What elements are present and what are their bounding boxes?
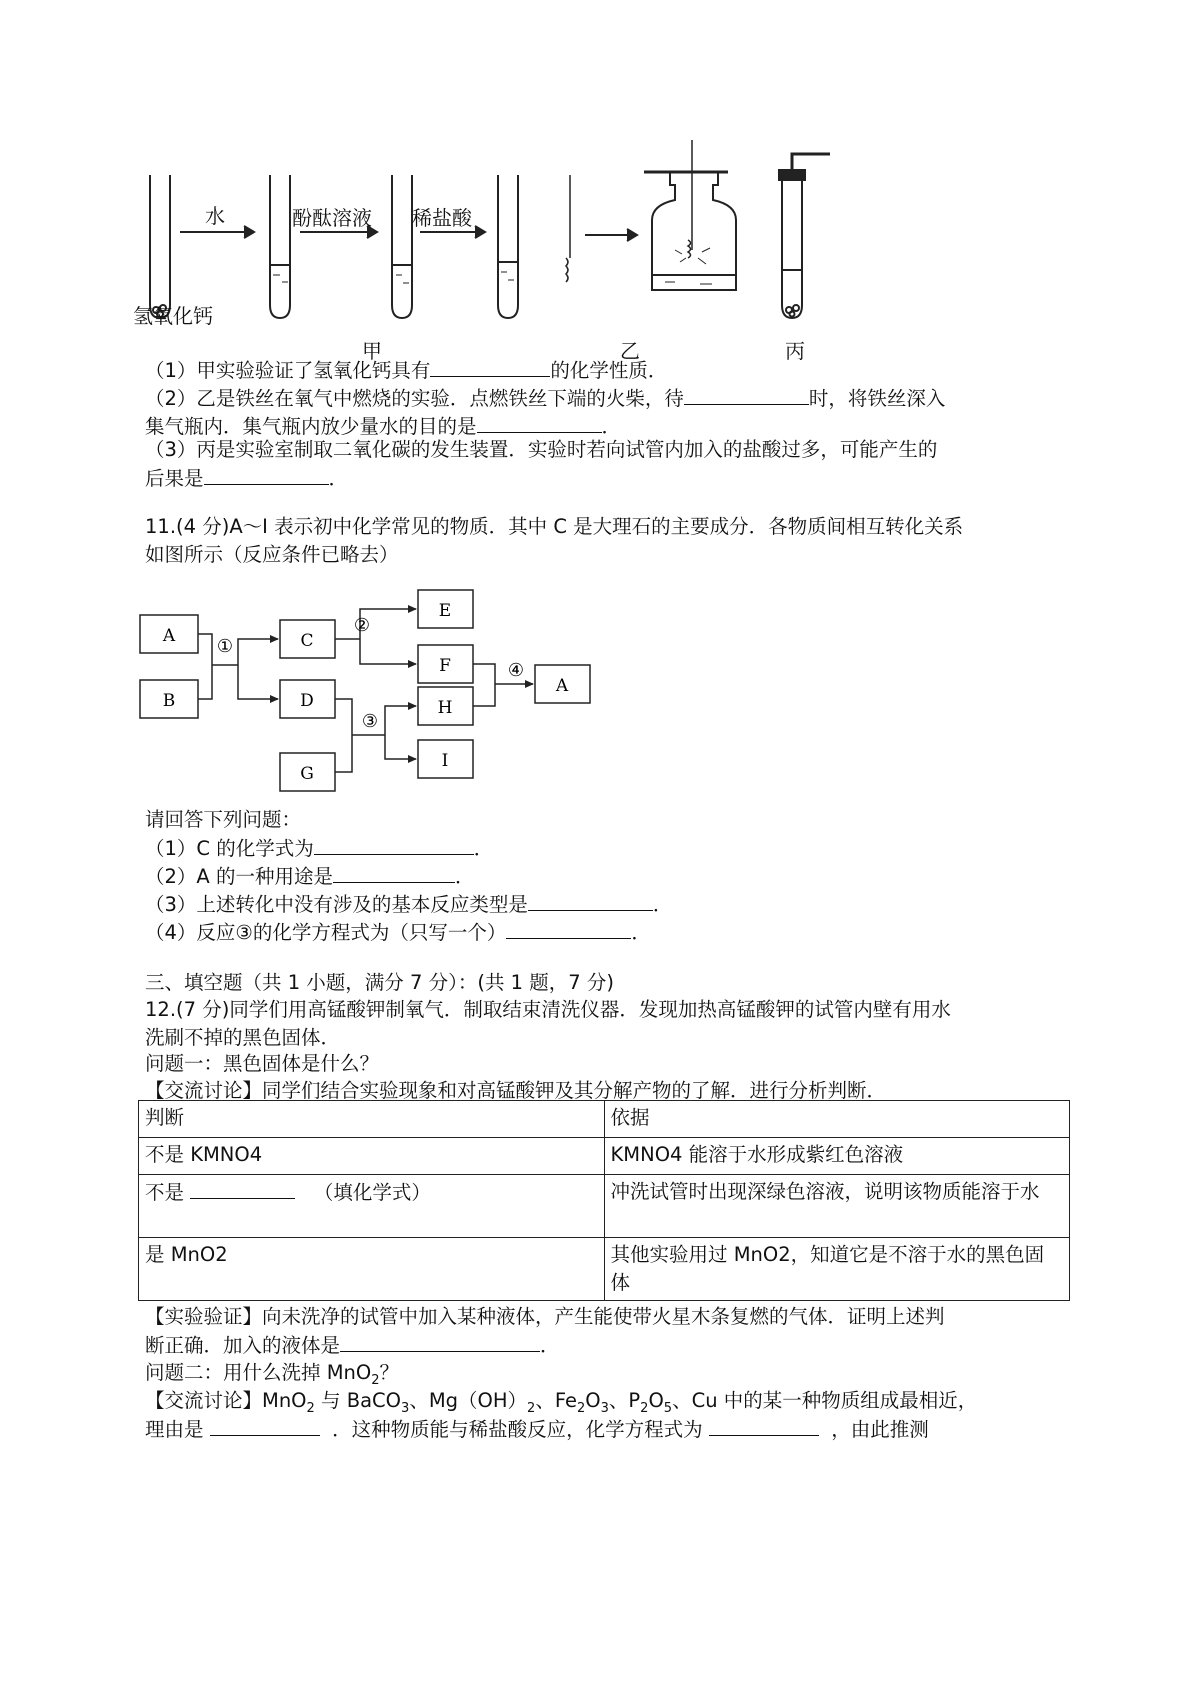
box-C: C <box>300 631 314 651</box>
box-H: H <box>437 698 453 718</box>
answer-blank[interactable] <box>333 862 455 883</box>
gas-bottle <box>652 172 736 290</box>
table-row <box>139 1238 1070 1301</box>
answer-blank[interactable] <box>340 1331 540 1352</box>
q10-part1: （1）甲实验验证了氢氧化钙具有 的化学性质． <box>145 356 667 385</box>
answer-blank[interactable] <box>204 464 329 485</box>
cell-judgement: 不是 （填化学式） <box>139 1175 605 1238</box>
label-phenolphthalein: 酚酞溶液 <box>292 206 372 230</box>
q12-stem-line2: 洗刷不掉的黑色固体． <box>145 1026 341 1049</box>
box-B: B <box>162 691 176 711</box>
table-header-row <box>139 1101 1070 1138</box>
reaction-4-marker: ④ <box>507 660 525 681</box>
test-tube-1 <box>150 175 170 318</box>
q10-part3-line2: 后果是 ． <box>145 464 348 493</box>
q12-stem-line1: 12.(7 分)同学们用高锰酸钾制氧气．制取结束清洗仪器．发现加热高锰酸钾的试管内壁有用水 <box>145 998 951 1021</box>
discussion-2: 【交流讨论】MnO$_2$ 与 BaCO$_3$、$Mg(OH)_2$、$Fe_2O_3$、$P_2O_5$、Cu 中的某一种物质组成最相近， <box>145 1389 978 1416</box>
cell-basis: 其他实验用过 MnO2，知道它是不溶于水的黑色固体 <box>604 1238 1070 1301</box>
q11-ask: 请回答下列问题： <box>145 808 302 831</box>
q11-sub3: （3）上述转化中没有涉及的基本反应类型是 ． <box>145 890 672 919</box>
q11-stem-line1: 11.(4 分)A～I 表示初中化学常见的物质．其中 C 是大理石的主要成分．各物质间相互转化关系 <box>145 515 964 538</box>
box-A: A <box>162 626 176 646</box>
header-judgement: 判断 <box>139 1101 605 1138</box>
label-jia: 甲 <box>362 339 382 363</box>
section3-title: 三、填空题（共 1 小题，满分 7 分）：(共 1 题，7 分) <box>145 971 614 994</box>
question-two: 问题二：用什么洗掉 MnO$_2$？ <box>145 1361 400 1388</box>
reaction-2-marker: ② <box>353 615 371 636</box>
answer-blank[interactable] <box>430 356 550 377</box>
q11-sub2: （2）A 的一种用途是 ． <box>145 862 474 891</box>
answer-blank[interactable] <box>314 834 474 855</box>
q11-sub1: （1）C 的化学式为 ． <box>145 834 493 863</box>
box-I: I <box>441 751 449 771</box>
label-yi: 乙 <box>620 339 640 363</box>
verification-line2: 断正确．加入的液体是 ． <box>145 1331 560 1360</box>
answer-blank[interactable] <box>684 384 809 405</box>
header-basis: 依据 <box>604 1101 1070 1138</box>
q10-part3-line1: （3）丙是实验室制取二氧化碳的发生装置．实验时若向试管内加入的盐酸过多，可能产生的 <box>145 438 938 461</box>
answer-blank[interactable] <box>190 1178 295 1199</box>
judgement-table <box>138 1100 1070 1301</box>
test-tube-3 <box>392 175 412 318</box>
label-water: 水 <box>205 204 225 228</box>
answer-blank[interactable] <box>528 890 653 911</box>
box-A-result: A <box>555 676 569 696</box>
verification-line1: 【实验验证】向未洗净的试管中加入某种液体，产生能使带火星木条复燃的气体．证明上述判 <box>145 1305 945 1328</box>
answer-blank[interactable] <box>709 1415 819 1436</box>
reaction-1-marker: ① <box>216 636 234 657</box>
box-D: D <box>300 691 314 711</box>
box-F: F <box>439 656 451 676</box>
box-G: G <box>300 764 314 784</box>
discussion-2-line2: 理由是 ．这种物质能与稀盐酸反应，化学方程式为 ，由此推测 <box>145 1415 929 1444</box>
conversion-diagram <box>130 585 610 795</box>
box-E: E <box>438 601 452 621</box>
discussion-1: 【交流讨论】同学们结合实验现象和对高锰酸钾及其分解产物的了解．进行分析判断． <box>145 1079 887 1102</box>
table-row <box>139 1175 1070 1238</box>
q11-stem-line2: 如图所示（反应条件已略去） <box>145 543 399 566</box>
cell-basis: KMNO4 能溶于水形成紫红色溶液 <box>604 1138 1070 1175</box>
reaction-3-marker: ③ <box>361 711 379 732</box>
question-one: 问题一：黑色固体是什么？ <box>145 1052 380 1075</box>
co2-generator-tube <box>782 180 802 318</box>
cell-basis: 冲洗试管时出现深绿色溶液，说明该物质能溶于水 <box>604 1175 1070 1238</box>
label-bing: 丙 <box>785 339 805 363</box>
cell-judgement: 是 MnO2 <box>139 1238 605 1301</box>
test-tube-2 <box>270 175 290 318</box>
q10-part2-line1: （2）乙是铁丝在氧气中燃烧的实验．点燃铁丝下端的火柴，待 时，将铁丝深入 <box>145 384 945 413</box>
q11-sub4: （4）反应③的化学方程式为（只写一个） ． <box>145 918 651 947</box>
table-row <box>139 1138 1070 1175</box>
q10-part2-line2: 集气瓶内．集气瓶内放少量水的目的是 ． <box>145 412 621 441</box>
test-tube-4 <box>498 175 518 318</box>
experiment-figure <box>130 140 930 380</box>
cell-judgement: 不是 KMNO4 <box>139 1138 605 1175</box>
label-calcium-hydroxide: 氢氧化钙 <box>133 304 213 328</box>
answer-blank[interactable] <box>506 918 631 939</box>
label-dilute-hcl: 稀盐酸 <box>412 206 472 230</box>
answer-blank[interactable] <box>477 412 602 433</box>
answer-blank[interactable] <box>210 1415 320 1436</box>
